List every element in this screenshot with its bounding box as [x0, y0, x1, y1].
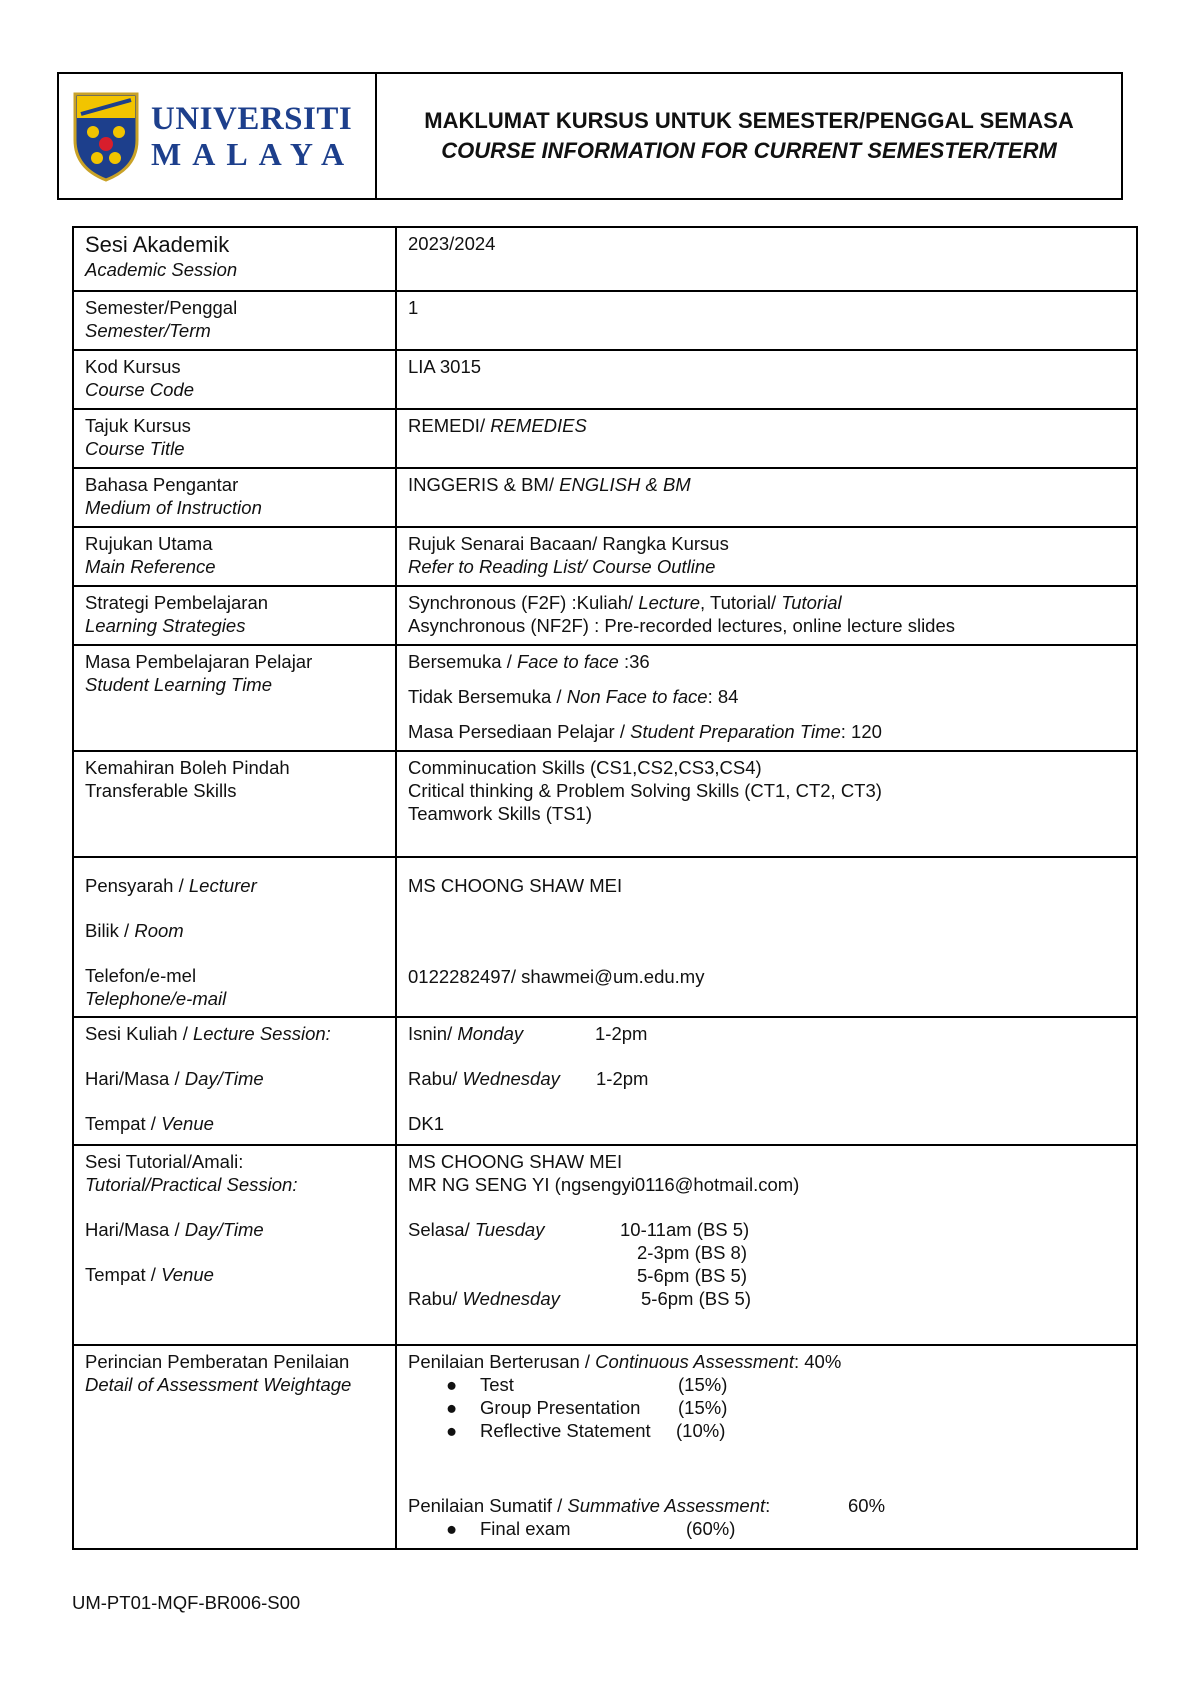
tutorial-slot-tuesday-2: 2-3pm (BS 8) [637, 1242, 748, 1263]
tutor-2: MR NG SENG YI (ngsengyi0116@hotmail.com) [408, 1174, 800, 1195]
label-cell [73, 227, 396, 291]
prep-en: Student Preparation Time [630, 721, 841, 742]
label-cell [73, 1017, 396, 1145]
label-cell [73, 291, 396, 350]
tutorial-label-ms: Sesi Tutorial/Amali: [85, 1151, 244, 1172]
university-logo-wordmark [151, 100, 356, 172]
sync-lecture: Lecture [638, 592, 701, 613]
item-pct: (15%) [678, 1397, 728, 1418]
lecture-label-ms: Sesi Kuliah / [85, 1023, 193, 1044]
table-row [73, 586, 1137, 645]
slt-label-ms: Masa Pembelajaran Pelajar [85, 651, 313, 672]
label-cell [73, 751, 396, 857]
list-item [408, 1396, 1126, 1419]
value-cell [396, 291, 1137, 350]
skills-label-en: Transferable Skills [85, 780, 237, 801]
value-cell [396, 468, 1137, 527]
title-label-ms: Tajuk Kursus [85, 415, 191, 436]
label-cell [73, 409, 396, 468]
skill-1: Comminucation Skills (CS1,CS2,CS3,CS4) [408, 757, 762, 778]
lecturer-label [85, 874, 385, 897]
slot-time: 5-6pm (BS 5) [641, 1288, 752, 1309]
nf2f-ms: Tidak Bersemuka / [408, 686, 567, 707]
summative-items [408, 1517, 1126, 1540]
strategy-async: Asynchronous (NF2F) : Pre-recorded lectures, online lecture slides [408, 615, 956, 636]
continuous-ms: Penilaian Berterusan / [408, 1351, 596, 1372]
day-en: Monday [457, 1023, 524, 1044]
slt-prep [408, 720, 1126, 743]
item-pct: (60%) [686, 1518, 736, 1539]
day-label-en: Day/Time [184, 1068, 264, 1089]
table-row [73, 751, 1137, 857]
sync-tutorial: Tutorial [781, 592, 842, 613]
list-item [408, 1517, 1126, 1540]
semester-label-ms: Semester/Penggal [85, 297, 238, 318]
title-label-en: Course Title [85, 438, 185, 459]
table-row [73, 527, 1137, 586]
lecture-venue-label [85, 1112, 385, 1135]
title-malay: MAKLUMAT KURSUS UNTUK SEMESTER/PENGGAL SEMASA [424, 108, 1074, 133]
session-value: 2023/2024 [408, 233, 496, 254]
value-cell [396, 586, 1137, 645]
course-code-value: LIA 3015 [408, 356, 482, 377]
bullet-icon: ● [446, 1518, 458, 1539]
venue-label-ms: Tempat / [85, 1264, 162, 1285]
room-label-en: Room [134, 920, 184, 941]
university-crest-icon [71, 88, 141, 184]
list-item [408, 1419, 1126, 1442]
room-label [85, 919, 385, 942]
summative-value: 60% [848, 1495, 886, 1516]
f2f-ms: Bersemuka / [408, 651, 517, 672]
label-cell [73, 1345, 396, 1549]
slot-time: 1-2pm [595, 1023, 648, 1044]
continuous-value: : 40% [793, 1351, 842, 1372]
table-row [73, 227, 1137, 291]
table-row [73, 1345, 1137, 1549]
prep-value: : 120 [840, 721, 882, 742]
item-pct: (15%) [678, 1374, 728, 1395]
lecturer-contact: 0122282497/ shawmei@um.edu.my [408, 966, 705, 987]
label-cell [73, 586, 396, 645]
day-ms: Selasa/ [408, 1219, 475, 1240]
logo-line-2: MALAYA [151, 135, 356, 172]
bullet-icon: ● [446, 1397, 458, 1418]
course-info-table [72, 226, 1138, 1550]
list-item [408, 1373, 1126, 1396]
item-pct: (10%) [676, 1420, 726, 1441]
day-ms: Isnin/ [408, 1023, 458, 1044]
day-label-en: Day/Time [184, 1219, 264, 1240]
skill-3: Teamwork Skills (TS1) [408, 803, 592, 824]
item-name: Group Presentation [480, 1397, 641, 1418]
tutorial-slot-tuesday [408, 1218, 1126, 1241]
lecturer-label-ms: Pensyarah / [85, 875, 189, 896]
tutorial-slot-tuesday-3: 5-6pm (BS 5) [637, 1265, 748, 1286]
lecturer-label-en: Lecturer [188, 875, 257, 896]
reference-value-ms: Rujuk Senarai Bacaan/ Rangka Kursus [408, 533, 729, 554]
table-row [73, 1017, 1137, 1145]
value-cell [396, 350, 1137, 409]
table-row [73, 350, 1137, 409]
slt-f2f [408, 650, 1126, 673]
spacer [408, 1442, 1126, 1494]
continuous-items [408, 1373, 1126, 1442]
assessment-label-en: Detail of Assessment Weightage [85, 1374, 352, 1395]
tutorial-day-label [85, 1218, 385, 1241]
day-ms: Rabu/ [408, 1068, 463, 1089]
nf2f-value: : 84 [707, 686, 739, 707]
table-row [73, 645, 1137, 751]
label-cell [73, 527, 396, 586]
room-value [408, 897, 1126, 965]
logo-line-1: UNIVERSITI [151, 100, 353, 137]
table-row [73, 857, 1137, 1017]
code-label-en: Course Code [85, 379, 195, 400]
day-label-ms: Hari/Masa / [85, 1068, 185, 1089]
day-en: Tuesday [474, 1219, 545, 1240]
slt-nf2f [408, 685, 1126, 708]
table-row [73, 409, 1137, 468]
value-cell [396, 645, 1137, 751]
medium-value [408, 473, 1126, 496]
code-label-ms: Kod Kursus [85, 356, 181, 377]
medium-value-en: ENGLISH & BM [559, 474, 691, 495]
sync-text-2: , Tutorial/ [700, 592, 782, 613]
tutorial-label-en: Tutorial/Practical Session: [85, 1174, 298, 1195]
summative-ms: Penilaian Sumatif / [408, 1495, 568, 1516]
value-cell [396, 409, 1137, 468]
medium-value-ms: INGGERIS & BM/ [408, 474, 560, 495]
tel-label-ms: Telefon/e-mel [85, 965, 197, 986]
skill-2: Critical thinking & Problem Solving Skills (CT1, CT2, CT3) [408, 780, 882, 801]
title-english: COURSE INFORMATION FOR CURRENT SEMESTER/TERM [441, 138, 1057, 163]
slot-time: 10-11am (BS 5) [620, 1219, 750, 1240]
medium-label-ms: Bahasa Pengantar [85, 474, 239, 495]
document-code: UM-PT01-MQF-BR006-S00 [72, 1592, 301, 1613]
medium-label-en: Medium of Instruction [85, 497, 262, 518]
lecture-venue: DK1 [408, 1113, 444, 1134]
venue-label-en: Venue [161, 1113, 214, 1134]
tutorial-slot-wednesday [408, 1287, 1126, 1310]
day-ms: Rabu/ [408, 1288, 463, 1309]
venue-label-ms: Tempat / [85, 1113, 162, 1134]
item-name: Final exam [480, 1518, 571, 1539]
document-header [57, 72, 1123, 200]
slt-label-en: Student Learning Time [85, 674, 273, 695]
sync-text: Synchronous (F2F) :Kuliah/ [408, 592, 639, 613]
value-cell [396, 1017, 1137, 1145]
tel-label-en: Telephone/e-mail [85, 988, 227, 1009]
continuous-assessment [408, 1350, 1126, 1373]
value-cell [396, 751, 1137, 857]
session-label-ms: Sesi Akademik [85, 232, 230, 257]
value-cell [396, 857, 1137, 1017]
session-label-en: Academic Session [85, 259, 238, 280]
slot-time: 1-2pm [596, 1068, 649, 1089]
value-cell [396, 527, 1137, 586]
nf2f-en: Non Face to face [566, 686, 708, 707]
lecture-label [85, 1022, 385, 1045]
venue-label-en: Venue [161, 1264, 214, 1285]
room-label-ms: Bilik / [85, 920, 135, 941]
summative-en: Summative Assessment [567, 1495, 766, 1516]
lecture-label-en: Lecture Session: [192, 1023, 331, 1044]
lecture-slot-2 [408, 1067, 1126, 1090]
value-cell [396, 227, 1137, 291]
label-cell [73, 645, 396, 751]
summative-colon: : [765, 1495, 771, 1516]
assessment-label-ms: Perincian Pemberatan Penilaian [85, 1351, 350, 1372]
tutor-1: MS CHOONG SHAW MEI [408, 1151, 623, 1172]
table-row [73, 291, 1137, 350]
lecturer-name: MS CHOONG SHAW MEI [408, 875, 623, 896]
label-cell [73, 468, 396, 527]
summative-assessment [408, 1494, 1126, 1517]
bullet-icon: ● [446, 1374, 458, 1395]
value-cell [396, 1145, 1137, 1345]
item-name: Test [480, 1374, 514, 1395]
reference-label-ms: Rujukan Utama [85, 533, 213, 554]
reference-value-en: Refer to Reading List/ Course Outline [408, 556, 716, 577]
lecture-slot-1 [408, 1022, 1126, 1045]
day-en: Wednesday [462, 1288, 560, 1309]
item-name: Reflective Statement [480, 1420, 651, 1441]
continuous-en: Continuous Assessment [595, 1351, 794, 1372]
f2f-en: Face to face [517, 651, 619, 672]
strategy-label-en: Learning Strategies [85, 615, 246, 636]
f2f-value: :36 [618, 651, 650, 672]
table-row [73, 468, 1137, 527]
skills-label-ms: Kemahiran Boleh Pindah [85, 757, 290, 778]
semester-value: 1 [408, 297, 419, 318]
prep-ms: Masa Persediaan Pelajar / [408, 721, 631, 742]
logo-cell [59, 74, 377, 198]
bullet-icon: ● [446, 1420, 458, 1441]
value-cell [396, 1345, 1137, 1549]
lecture-day-label [85, 1067, 385, 1090]
label-cell [73, 1145, 396, 1345]
strategy-label-ms: Strategi Pembelajaran [85, 592, 269, 613]
course-title-value [408, 414, 1126, 437]
semester-label-en: Semester/Term [85, 320, 211, 341]
reference-label-en: Main Reference [85, 556, 216, 577]
table-row [73, 1145, 1137, 1345]
strategy-sync [408, 591, 1126, 614]
course-title-en: REMEDIES [490, 415, 587, 436]
day-label-ms: Hari/Masa / [85, 1219, 185, 1240]
label-cell [73, 350, 396, 409]
document-title [377, 74, 1121, 198]
label-cell [73, 857, 396, 1017]
day-en: Wednesday [462, 1068, 560, 1089]
tutorial-venue-label [85, 1263, 385, 1286]
course-title-ms: REMEDI/ [408, 415, 491, 436]
